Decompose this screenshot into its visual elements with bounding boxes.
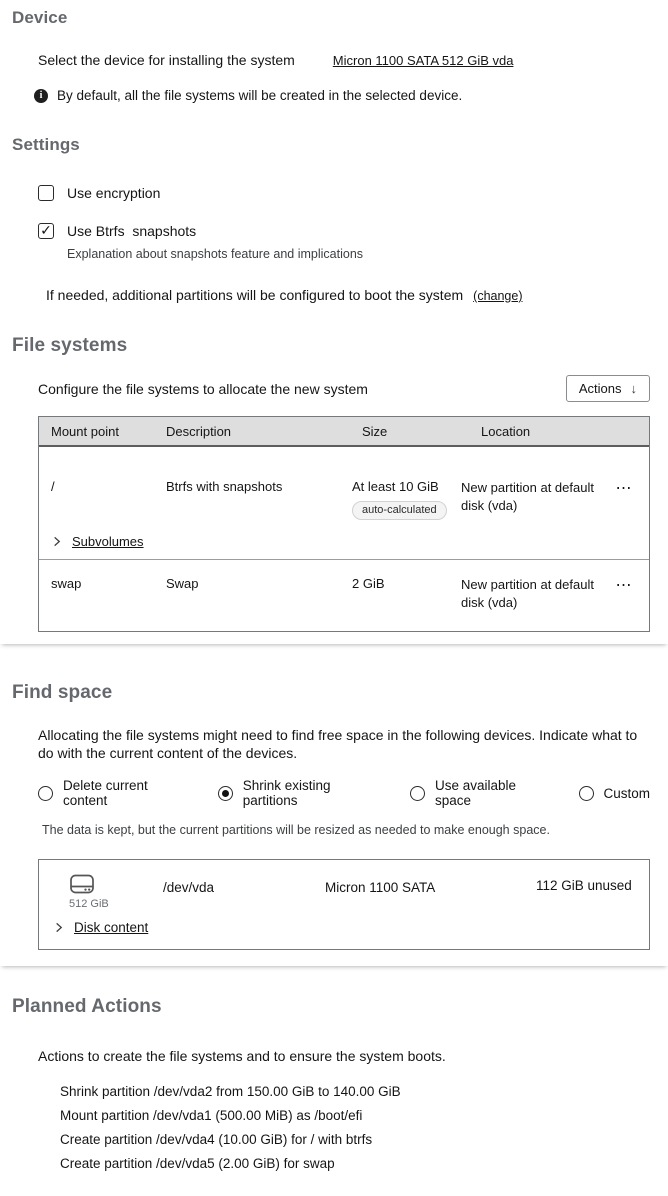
space-policy-options bbox=[38, 778, 650, 808]
device-select-label: Select the device for installing the system bbox=[38, 52, 295, 68]
planned-actions-description: Actions to create the file systems and to ensure the system boots. bbox=[38, 1048, 446, 1065]
device-section-title: Device bbox=[12, 8, 68, 27]
snapshots-checkbox[interactable] bbox=[38, 223, 54, 239]
radio-available[interactable] bbox=[410, 786, 425, 801]
boot-change-link[interactable]: (change) bbox=[473, 289, 523, 303]
radio-custom[interactable] bbox=[579, 786, 594, 801]
find-space-card bbox=[0, 664, 668, 966]
disk-content-link[interactable]: Disk content bbox=[74, 920, 149, 936]
header-size: Size bbox=[362, 423, 388, 439]
auto-calculated-badge: auto-calculated bbox=[352, 501, 447, 520]
snapshots-help-text: Explanation about snapshots feature and implications bbox=[67, 247, 364, 261]
snapshots-option bbox=[38, 223, 650, 239]
radio-delete[interactable] bbox=[38, 786, 53, 801]
encryption-checkbox[interactable] bbox=[38, 185, 54, 201]
radio-shrink[interactable] bbox=[218, 786, 233, 801]
header-location: Location bbox=[481, 423, 531, 439]
hdd-icon bbox=[69, 873, 95, 895]
header-description: Description bbox=[166, 423, 232, 439]
snapshots-label[interactable]: Use Btrfs snapshots bbox=[67, 223, 197, 239]
info-icon: i bbox=[34, 89, 48, 103]
encryption-label[interactable]: Use encryption bbox=[67, 185, 161, 201]
disk-content-expander bbox=[53, 920, 635, 935]
row-menu-button[interactable]: ⋯ bbox=[610, 479, 639, 499]
cell-mount-point: / bbox=[51, 479, 55, 494]
chevron-right-icon[interactable] bbox=[51, 536, 62, 547]
cell-location: New partition at default disk (vda) bbox=[461, 480, 594, 513]
actions-button-label: Actions bbox=[578, 381, 622, 396]
table-row-swap bbox=[39, 559, 649, 631]
file-systems-section-title: File systems bbox=[12, 335, 128, 356]
planned-action-item: Shrink partition /dev/vda2 from 150.00 GiB to 140.00 GiB bbox=[60, 1084, 401, 1100]
subvolumes-expander bbox=[51, 534, 649, 549]
device-info-row bbox=[34, 88, 650, 103]
file-systems-toolbar bbox=[38, 375, 650, 402]
find-space-section-title: Find space bbox=[12, 682, 113, 704]
header-mount-point: Mount point bbox=[51, 423, 119, 439]
planned-actions-card bbox=[0, 986, 668, 1196]
space-policy-hint: The data is kept, but the current partitions will be resized as needed to make enough space. bbox=[42, 823, 550, 838]
device-info-note: By default, all the file systems will be created in the selected device. bbox=[57, 88, 463, 103]
planned-action-item: Mount partition /dev/vda1 (500.00 MiB) as /boot/efi bbox=[60, 1108, 363, 1124]
file-systems-subtitle: Configure the file systems to allocate the new system bbox=[38, 380, 368, 397]
table-row-root bbox=[39, 447, 649, 559]
cell-description: Btrfs with snapshots bbox=[166, 479, 283, 494]
cell-size: 2 GiB bbox=[352, 576, 385, 591]
find-space-description: Allocating the file systems might need to find free space in the following devices. Indicate what to do with the current content of the devices. bbox=[38, 727, 638, 762]
boot-config-row bbox=[46, 287, 650, 303]
cell-description: Swap bbox=[166, 576, 199, 591]
disk-size-label: 512 GiB bbox=[69, 898, 109, 911]
cell-size bbox=[344, 479, 459, 520]
device-select-row bbox=[38, 52, 650, 68]
disk-icon-cell bbox=[53, 873, 163, 910]
planned-action-item: Create partition /dev/vda5 (2.00 GiB) for swap bbox=[60, 1156, 335, 1172]
chevron-down-icon: ↓ bbox=[630, 381, 637, 396]
chevron-right-icon[interactable] bbox=[53, 922, 64, 933]
cell-location: New partition at default disk (vda) bbox=[461, 577, 594, 610]
file-systems-table bbox=[38, 416, 650, 632]
disk-unused-space: 112 GiB unused bbox=[536, 878, 632, 894]
option-custom[interactable]: Custom bbox=[579, 786, 651, 801]
disk-model: Micron 1100 SATA bbox=[325, 880, 436, 896]
planned-action-item: Create partition /dev/vda4 (10.00 GiB) for / with btrfs bbox=[60, 1132, 373, 1148]
row-menu-button[interactable]: ⋯ bbox=[610, 576, 639, 596]
option-shrink-existing-partitions[interactable]: Shrink existing partitions bbox=[218, 778, 377, 808]
disk-device-name: /dev/vda bbox=[163, 880, 215, 896]
planned-actions-list bbox=[60, 1080, 650, 1176]
settings-section-title: Settings bbox=[12, 135, 80, 154]
planned-actions-section-title: Planned Actions bbox=[12, 996, 162, 1018]
option-use-available-space[interactable]: Use available space bbox=[410, 778, 546, 808]
device-select-link[interactable]: Micron 1100 SATA 512 GiB vda bbox=[332, 53, 514, 68]
table-header-row bbox=[39, 417, 649, 447]
subvolumes-link[interactable]: Subvolumes bbox=[72, 534, 144, 549]
disk-summary-box bbox=[38, 859, 650, 950]
encryption-option bbox=[38, 185, 650, 201]
option-delete-current-content[interactable]: Delete current content bbox=[38, 778, 185, 808]
size-text: At least 10 GiB bbox=[352, 479, 439, 494]
cell-mount-point: swap bbox=[51, 576, 82, 591]
actions-button[interactable] bbox=[566, 375, 650, 402]
boot-config-note: If needed, additional partitions will be configured to boot the system bbox=[46, 287, 464, 303]
